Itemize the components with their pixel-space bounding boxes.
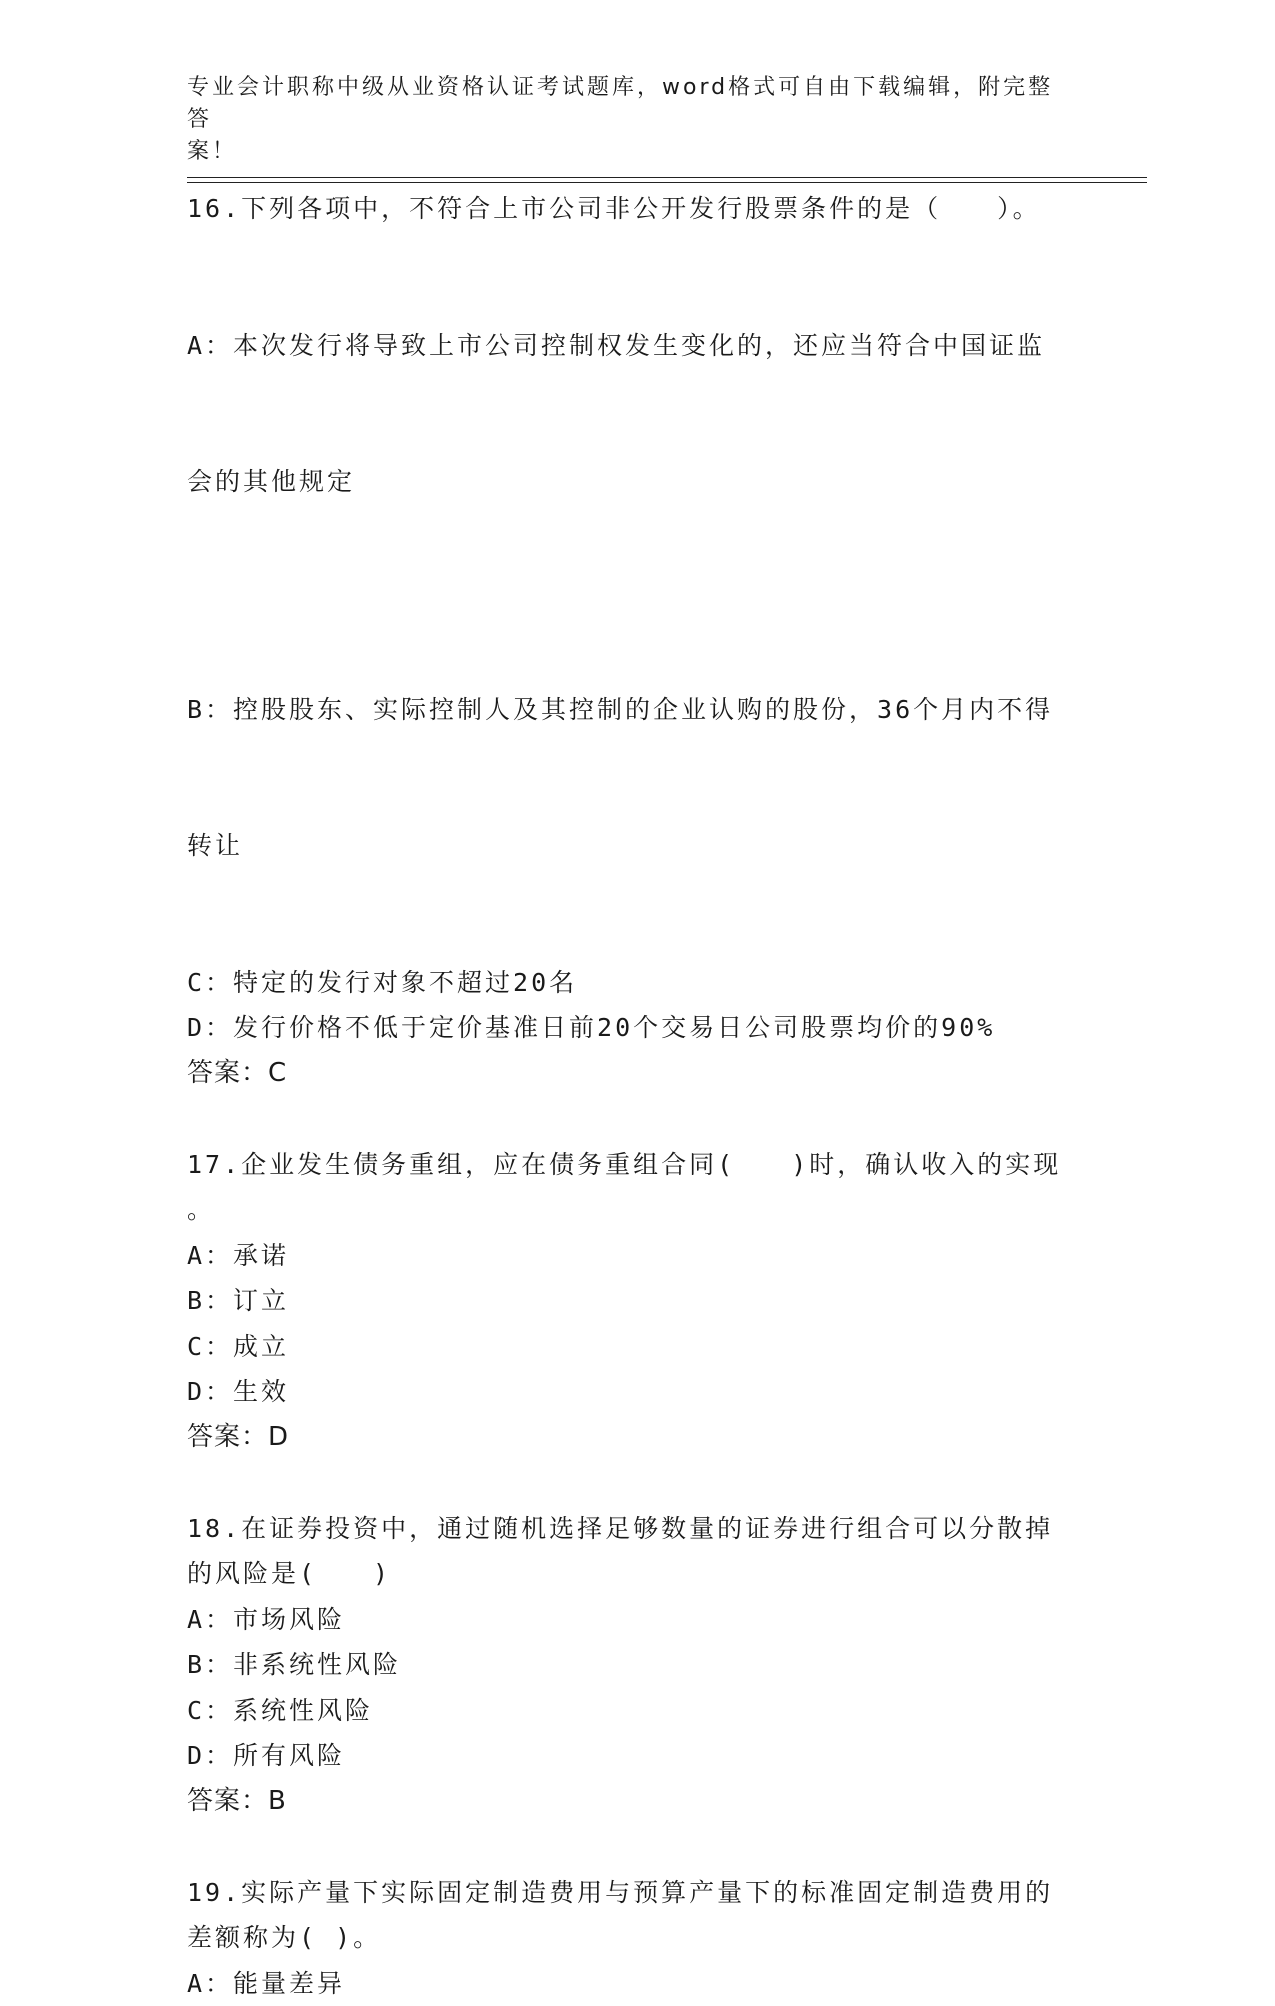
question-spacer xyxy=(187,1096,1087,1142)
option-c: C：特定的发行对象不超过20名 xyxy=(187,960,1087,1006)
answer-label: 答案：B xyxy=(187,1779,1087,1825)
option-a: A：承诺 xyxy=(187,1233,1087,1279)
header-line-2: 案！ xyxy=(187,136,1067,168)
question-16 xyxy=(187,186,1087,1096)
option-b: B：订立 xyxy=(187,1278,1087,1324)
option-line: A：本次发行将导致上市公司控制权发生变化的，还应当符合中国证监 xyxy=(187,323,1087,369)
question-stem-line: 差额称为( )。 xyxy=(187,1915,1087,1961)
answer-label: 答案：D xyxy=(187,1415,1087,1461)
option-a: A：能量差异 xyxy=(187,1961,1087,2006)
option-line: 转让 xyxy=(187,823,1087,869)
header-divider-top xyxy=(187,177,1147,178)
question-spacer xyxy=(187,1460,1087,1506)
header-divider-bottom xyxy=(187,182,1147,183)
option-b xyxy=(187,596,1087,960)
option-c: C：系统性风险 xyxy=(187,1688,1087,1734)
question-list xyxy=(187,186,1087,2006)
header-line-1: 专业会计职称中级从业资格认证考试题库，word格式可自由下载编辑，附完整答 xyxy=(187,72,1067,136)
question-stem-line: 19.实际产量下实际固定制造费用与预算产量下的标准固定制造费用的 xyxy=(187,1870,1087,1916)
option-d: D：生效 xyxy=(187,1369,1087,1415)
option-line: 会的其他规定 xyxy=(187,459,1087,505)
question-18 xyxy=(187,1506,1087,1825)
question-stem-line: 16.下列各项中，不符合上市公司非公开发行股票条件的是（ ）。 xyxy=(187,186,1087,232)
question-19 xyxy=(187,1870,1087,2006)
question-stem-line: 17.企业发生债务重组，应在债务重组合同( )时，确认收入的实现 xyxy=(187,1142,1087,1188)
question-stem-line: 。 xyxy=(187,1187,1087,1233)
option-c: C：成立 xyxy=(187,1324,1087,1370)
option-d: D：发行价格不低于定价基准日前20个交易日公司股票均价的90% xyxy=(187,1005,1087,1051)
question-stem-line: 18.在证券投资中，通过随机选择足够数量的证券进行组合可以分散掉 xyxy=(187,1506,1087,1552)
document-header xyxy=(187,72,1067,168)
option-d: D：所有风险 xyxy=(187,1733,1087,1779)
question-spacer xyxy=(187,1824,1087,1870)
answer-label: 答案：C xyxy=(187,1051,1087,1097)
option-a: A：市场风险 xyxy=(187,1597,1087,1643)
question-17 xyxy=(187,1142,1087,1461)
question-stem-line: 的风险是( ) xyxy=(187,1551,1087,1597)
option-a xyxy=(187,232,1087,596)
option-line: B：控股股东、实际控制人及其控制的企业认购的股份，36个月内不得 xyxy=(187,687,1087,733)
option-b: B：非系统性风险 xyxy=(187,1642,1087,1688)
